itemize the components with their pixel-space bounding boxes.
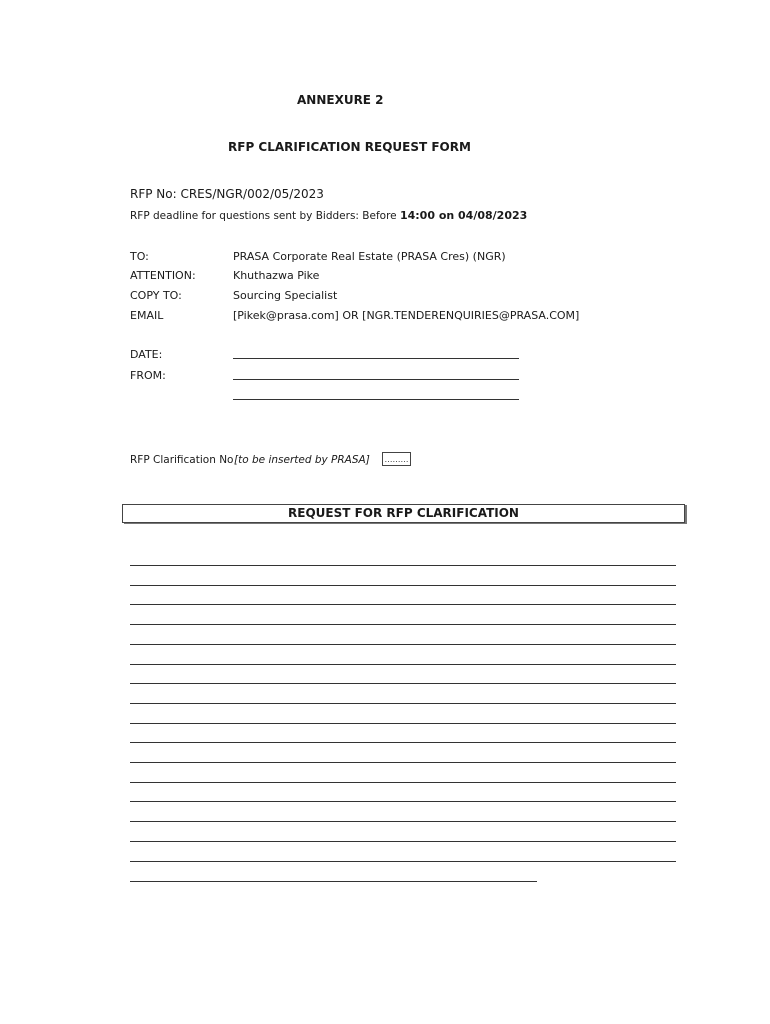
- request-writing-line[interactable]: [130, 723, 676, 724]
- request-writing-line[interactable]: [130, 624, 676, 625]
- email-value[interactable]: [Pikek@prasa.com] OR [NGR.TENDERENQUIRIES@PRASA.COM]: [233, 309, 580, 322]
- request-writing-line[interactable]: [130, 703, 676, 704]
- rfp-deadline-value: 14:00 on 04/08/2023: [399, 209, 528, 222]
- to-label: TO:: [130, 250, 149, 263]
- copy-to-label: COPY TO:: [130, 289, 182, 302]
- request-writing-line[interactable]: [130, 821, 676, 822]
- request-writing-line[interactable]: [130, 683, 676, 684]
- request-heading: REQUEST FOR RFP CLARIFICATION: [122, 504, 685, 523]
- request-writing-line[interactable]: [130, 664, 676, 665]
- rfp-deadline-prefix: RFP deadline for questions sent by Bidders: Before: [130, 210, 400, 222]
- request-writing-line[interactable]: [130, 565, 676, 566]
- clarification-number-box[interactable]: ………: [382, 452, 411, 466]
- to-value: PRASA Corporate Real Estate (PRASA Cres) (NGR): [233, 250, 506, 263]
- from-field-line-1[interactable]: [233, 379, 519, 380]
- request-writing-line[interactable]: [130, 801, 676, 802]
- request-writing-line[interactable]: [130, 604, 676, 605]
- annexure-heading: ANNEXURE 2: [297, 93, 384, 107]
- clarification-label: RFP Clarification No: [130, 454, 234, 466]
- attention-label: ATTENTION:: [130, 269, 196, 282]
- request-writing-line[interactable]: [130, 782, 676, 783]
- request-writing-line[interactable]: [130, 841, 676, 842]
- rfp-deadline: [130, 209, 527, 222]
- form-title: RFP CLARIFICATION REQUEST FORM: [228, 140, 471, 154]
- copy-to-value: Sourcing Specialist: [233, 289, 338, 302]
- rfp-number: RFP No: CRES/NGR/002/05/2023: [130, 187, 324, 201]
- request-writing-line[interactable]: [130, 742, 676, 743]
- email-label: EMAIL: [130, 309, 164, 322]
- request-writing-line[interactable]: [130, 644, 676, 645]
- request-writing-line[interactable]: [130, 762, 676, 763]
- date-label: DATE:: [130, 348, 163, 361]
- from-field-line-2[interactable]: [233, 399, 519, 400]
- request-writing-line[interactable]: [130, 585, 676, 586]
- date-field[interactable]: [233, 358, 519, 359]
- from-label: FROM:: [130, 369, 166, 382]
- attention-value: Khuthazwa Pike: [233, 269, 320, 282]
- clarification-note: [to be inserted by PRASA]: [234, 454, 370, 466]
- request-writing-line[interactable]: [130, 861, 676, 862]
- request-writing-line[interactable]: [130, 881, 537, 882]
